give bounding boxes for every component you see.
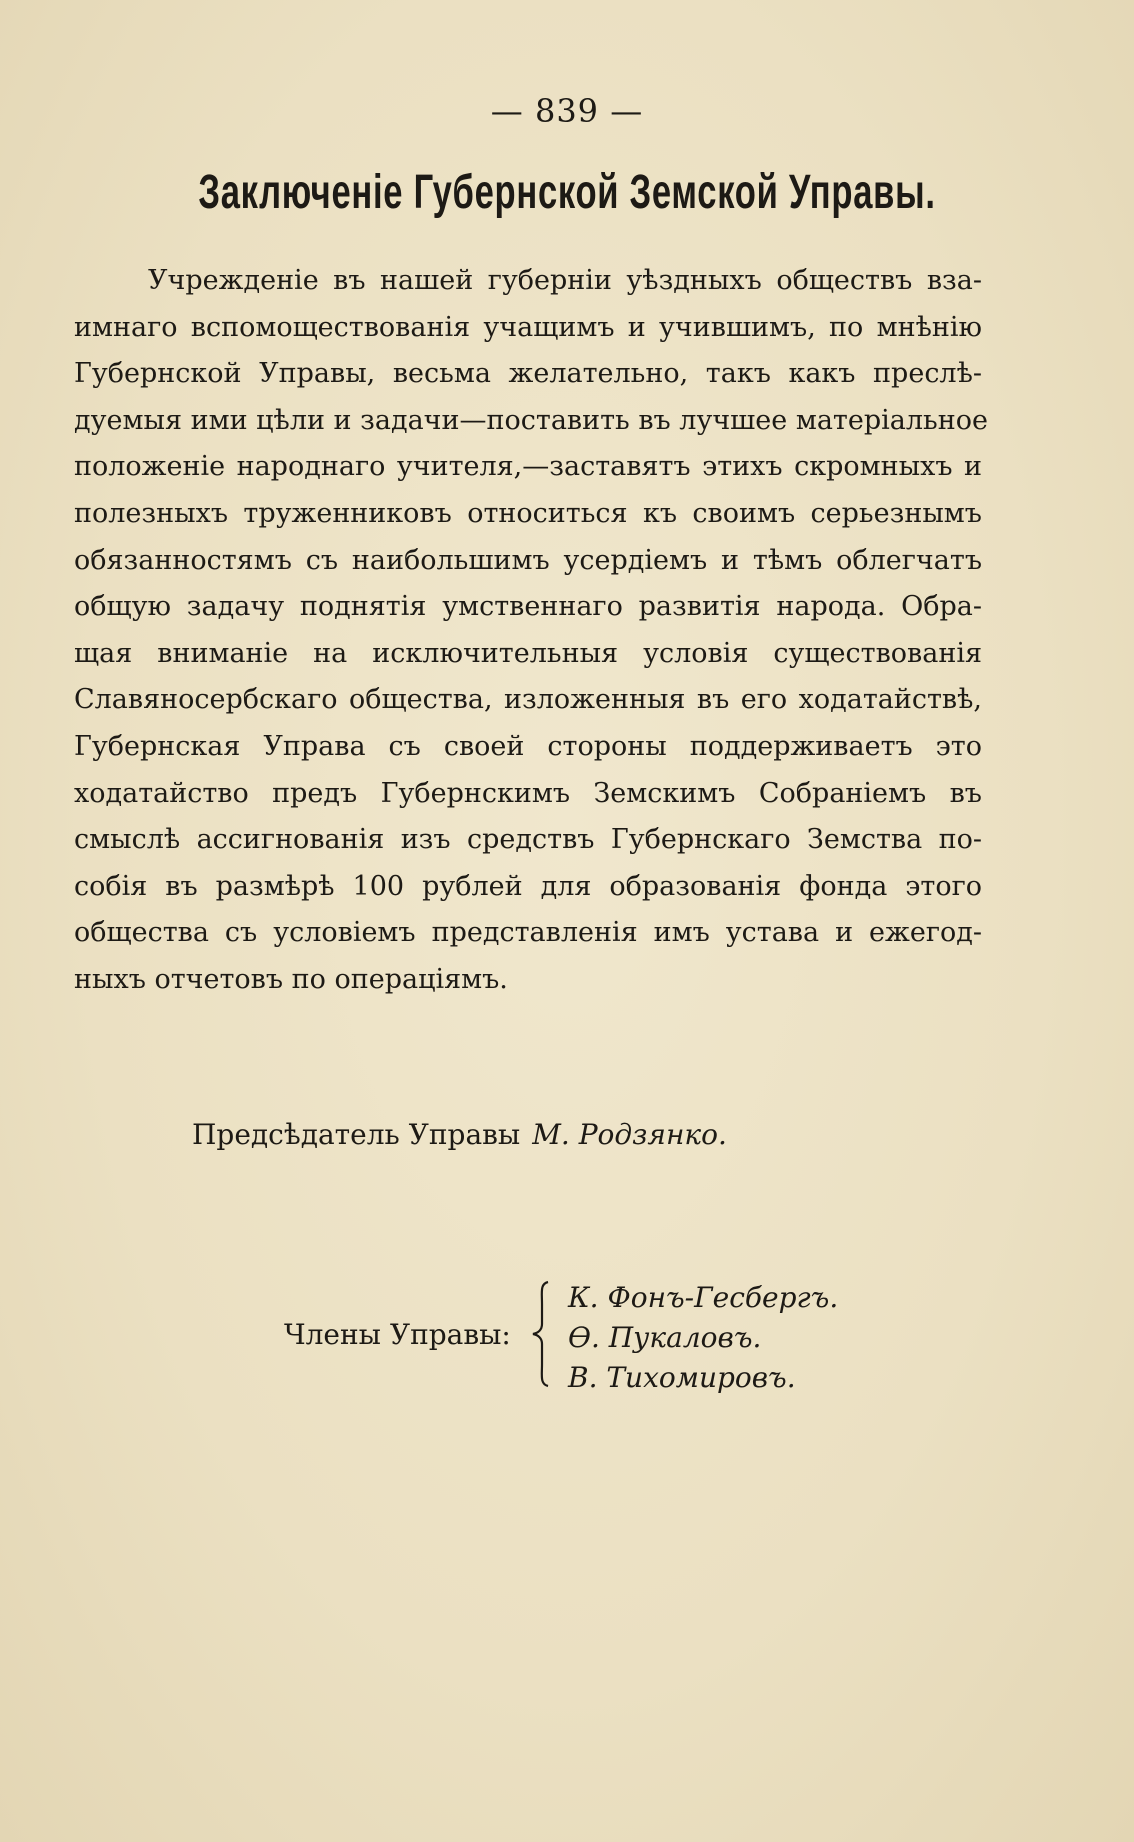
body-paragraph bbox=[74, 258, 988, 1004]
paragraph-line: положеніе народнаго учителя,—заставятъ этихъ скромныхъ и bbox=[74, 451, 982, 483]
chairman-signature bbox=[192, 1118, 727, 1151]
paragraph-line: дуемыя ими цѣли и задачи—поставить въ лучшее матеріальное bbox=[74, 404, 988, 436]
paragraph-line: Учрежденіе въ нашей губерніи уѣздныхъ обществъ вза- bbox=[148, 265, 982, 296]
paragraph-line: ходатайство предъ Губернскимъ Земскимъ Собраніемъ въ bbox=[74, 777, 982, 809]
member-name: К. Фонъ-Гесбергъ. bbox=[568, 1281, 839, 1314]
paragraph-line: Славяносербскаго общества, изложенныя въ его ходатайствѣ, bbox=[74, 684, 982, 716]
paragraph-line: общую задачу поднятія умственнаго развитія народа. Обра- bbox=[74, 591, 982, 623]
curly-brace-icon bbox=[530, 1280, 554, 1388]
paragraph-line: обязанностямъ съ наибольшимъ усердіемъ и тѣмъ облегчатъ bbox=[74, 544, 982, 576]
paragraph-line: полезныхъ труженниковъ относиться къ своимъ серьезнымъ bbox=[74, 497, 982, 529]
members-list bbox=[568, 1278, 838, 1398]
member-name: В. Тихомировъ. bbox=[568, 1361, 796, 1394]
paragraph-line: имнаго вспомоществованія учащимъ и учившимъ, по мнѣнію bbox=[74, 311, 982, 343]
paragraph-line: Губернской Управы, весьма желательно, такъ какъ преслѣ- bbox=[74, 358, 982, 390]
member-name: Ѳ. Пукаловъ. bbox=[568, 1321, 762, 1354]
paragraph-line: ныхъ отчетовъ по операціямъ. bbox=[74, 963, 508, 995]
chairman-label: Предсѣдатель Управы bbox=[192, 1118, 521, 1151]
paragraph-line: щая вниманіе на исключительныя условія существованія bbox=[74, 637, 982, 669]
paragraph-line: общества съ условіемъ представленія имъ устава и ежегод- bbox=[74, 917, 982, 949]
page-number: — 839 — bbox=[490, 92, 644, 130]
paragraph-line: Губернская Управа съ своей стороны поддерживаетъ это bbox=[74, 730, 982, 762]
paragraph-line: смыслѣ ассигнованія изъ средствъ Губернскаго Земства по- bbox=[74, 824, 982, 856]
chairman-name: М. Родзянко. bbox=[532, 1118, 727, 1151]
page-title: Заключеніе Губернской Земской Управы. bbox=[198, 166, 936, 219]
paragraph-line: собія въ размѣрѣ 100 рублей для образованія фонда этого bbox=[74, 870, 982, 902]
members-label: Члены Управы: bbox=[284, 1318, 511, 1351]
